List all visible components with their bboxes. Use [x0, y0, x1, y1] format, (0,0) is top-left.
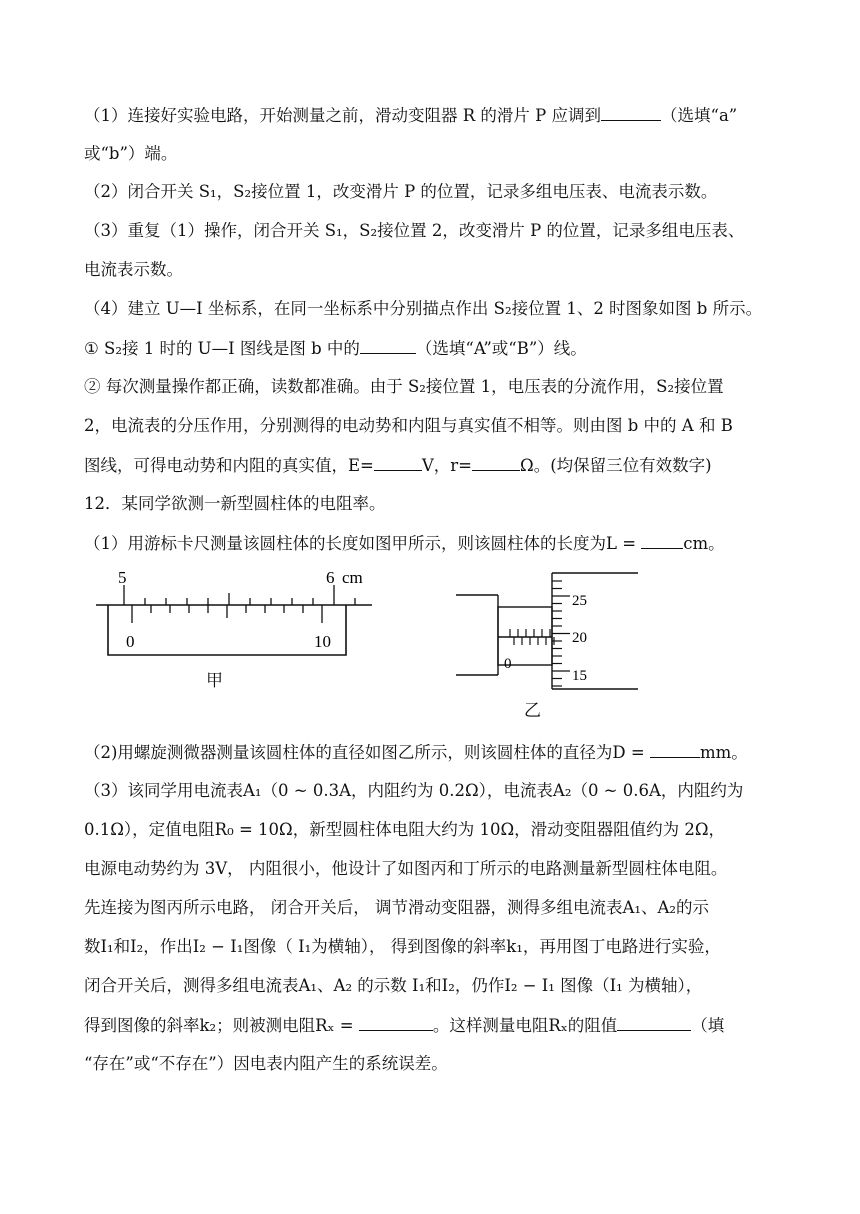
thimble-label-20: 20 — [572, 630, 587, 646]
q12-part3-line5: 数I₁和I₂，作出I₂ − I₁图像（ I₁为横轴）， 得到图像的斜率k₁，再用图丁电路进行实验， — [84, 937, 721, 956]
answer-blank — [641, 532, 683, 549]
q12-title: 12．某同学欲测一新型圆柱体的电阻率。 — [84, 494, 386, 513]
q12-part2: （2)用螺旋测微器测量该圆柱体的直径如图乙所示，则该圆柱体的直径为D = mm。 — [84, 743, 748, 762]
answer-blank — [359, 1014, 433, 1031]
q12-part3-line2: 0.1Ω），定值电阻R₀ = 10Ω，新型圆柱体电阻大约为 10Ω，滑动变阻器阻值约为 2Ω， — [84, 820, 726, 839]
q11-step1: （1）连接好实验电路，开始测量之前，滑动变阻器 R 的滑片 P 应调到 （选填“a” — [84, 106, 738, 125]
q11-step3-cont: 电流表示数。 — [84, 260, 183, 279]
q11-step4: （4）建立 U—I 坐标系，在同一坐标系中分别描点作出 S₂接位置 1、2 时图象如图 b 所示。 — [84, 299, 763, 318]
sleeve-label-0: 0 — [504, 656, 512, 672]
answer-blank — [617, 1014, 691, 1031]
main-scale-label-5: 5 — [118, 568, 127, 587]
figure-caption-jia: 甲 — [206, 671, 223, 691]
q12-part3-line4: 先连接为图丙所示电路， 闭合开关后， 调节滑动变阻器，测得多组电流表A₁、A₂的示 — [84, 898, 710, 917]
thimble-label-15: 15 — [572, 668, 587, 684]
vernier-label-0: 0 — [126, 632, 135, 651]
micrometer-figure — [452, 567, 648, 697]
answer-blank — [360, 337, 416, 354]
unit-label: cm — [342, 568, 363, 587]
q11-sub1: ① S₂接 1 时的 U—I 图线是图 b 中的 （选填“A”或“B”）线。 — [84, 339, 587, 358]
answer-blank — [472, 454, 520, 471]
q12-part1: （1）用游标卡尺测量该圆柱体的长度如图甲所示，则该圆柱体的长度为L = cm。 — [84, 534, 725, 553]
q11-sub2: ② 每次测量操作都正确，读数都准确。由于 S₂接位置 1，电压表的分流作用，S₂接位置 — [84, 377, 724, 396]
main-scale-ticks — [124, 585, 355, 605]
q12-part3-line7: 得到图像的斜率k₂；则被测电阻Rₓ = 。这样测量电阻Rₓ的阻值 （填 — [84, 1016, 725, 1035]
main-scale-label-6: 6 — [326, 568, 335, 587]
answer-blank — [601, 104, 661, 121]
thimble-label-25: 25 — [572, 593, 587, 609]
answer-blank — [650, 741, 700, 758]
q11-sub2-answer: 图线，可得电动势和内阻的真实值，E= V，r= Ω。(均保留三位有效数字) — [84, 456, 712, 475]
q11-step3: （3）重复（1）操作，闭合开关 S₁，S₂接位置 2，改变滑片 P 的位置，记录多组电压表、 — [84, 221, 745, 240]
q12-part3-line1: （3）该同学用电流表A₁（0 ~ 0.3A，内阻约为 0.2Ω），电流表A₂（0 ~ 0.6A，内阻约为 — [84, 781, 744, 800]
q12-part3-line8: “存在”或“不存在”）因电表内阻产生的系统误差。 — [84, 1054, 448, 1073]
q11-step1-cont: 或“b”）端。 — [84, 144, 178, 163]
thimble-ticks — [552, 581, 570, 686]
vernier-label-10: 10 — [314, 632, 331, 651]
vernier-scale-ticks — [132, 605, 322, 623]
q11-sub2-cont: 2，电流表的分压作用，分别测得的电动势和内阻与真实值不相等。则由图 b 中的 A 和 B — [84, 416, 733, 435]
vernier-caliper-figure — [90, 563, 380, 663]
figure-caption-yi: 乙 — [524, 701, 541, 721]
q12-part3-line6: 闭合开关后，测得多组电流表A₁、A₂ 的示数 I₁和I₂，仍作I₂ − I₁ 图像（I₁ 为横轴）， — [84, 976, 703, 995]
answer-blank — [374, 454, 422, 471]
q12-part3-line3: 电源电动势约为 3V， 内阻很小，他设计了如图丙和丁所示的电路测量新型圆柱体电阻。 — [84, 859, 728, 878]
q11-step2: （2）闭合开关 S₁，S₂接位置 1，改变滑片 P 的位置，记录多组电压表、电流表示数。 — [84, 182, 718, 201]
